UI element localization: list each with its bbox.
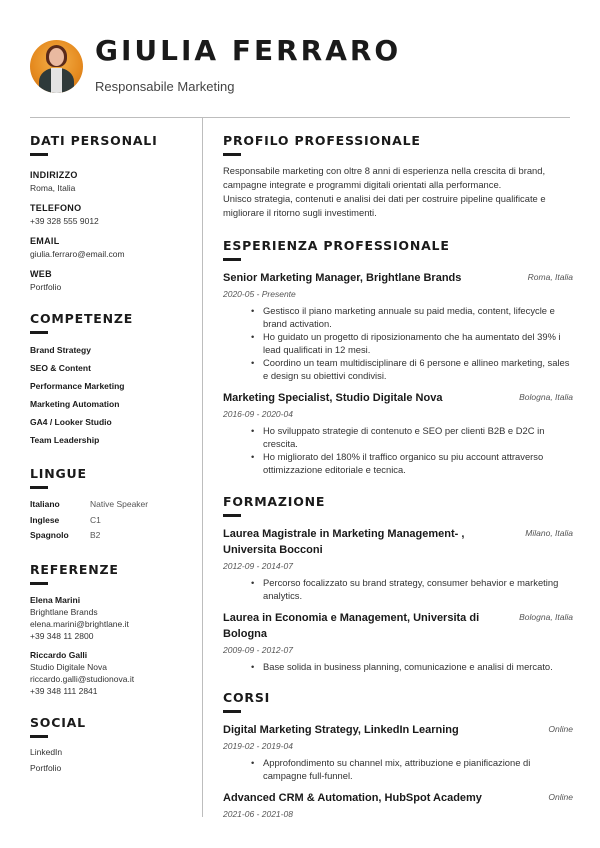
job-title: Senior Marketing Manager, Brightlane Brands: [223, 272, 462, 284]
language-level: C1: [90, 514, 101, 525]
language-level: Native Speaker: [90, 499, 149, 509]
job-entry: [223, 270, 573, 382]
reference-item: [30, 595, 190, 641]
section-title-experience: ESPERIENZA PROFESSIONALE: [223, 238, 450, 253]
job-location: Roma, Italia: [527, 272, 573, 282]
candidate-role: Responsabile Marketing: [95, 79, 235, 94]
section-title-references: REFERENZE: [30, 561, 119, 577]
section-title-social: SOCIAL: [30, 714, 86, 730]
reference-company: Studio Digitale Nova: [30, 661, 108, 672]
social-section: [30, 715, 190, 776]
right-column: [223, 133, 573, 819]
education-entry: [223, 610, 573, 673]
profile-paragraph: Unisco strategia, contenuti e analisi dei dati per costruire pipeline qualificate e migliorare il ritorno sugli investimenti.: [223, 193, 546, 218]
section-underline: [30, 331, 48, 334]
education-bullet: • Base solida in business planning, comunicazione e analisi di mercato.: [251, 660, 573, 673]
degree-title: Laurea in Economia e Management, Universita di Bologna: [223, 612, 480, 640]
section-underline: [30, 582, 48, 585]
personal-field-email: [30, 236, 190, 259]
language-row: [30, 528, 190, 544]
reference-company: Brightlane Brands: [30, 606, 98, 617]
reference-item: [30, 650, 190, 696]
education-dates: 2012-09 - 2014-07: [223, 561, 293, 571]
field-label: EMAIL: [30, 236, 60, 246]
email-link[interactable]: giulia.ferraro@email.com: [30, 249, 125, 259]
course-location: Online: [548, 792, 573, 802]
skill-item: Brand Strategy: [30, 345, 91, 355]
job-title: Marketing Specialist, Studio Digitale Nova: [223, 392, 443, 404]
job-bullet: • Ho guidato un progetto di riposizionamento che ha aumentato del 39% i lead qualificati in 12 mesi.: [251, 330, 573, 356]
course-title: Digital Marketing Strategy, LinkedIn Learning: [223, 724, 459, 736]
field-label: INDIRIZZO: [30, 170, 78, 180]
left-column: [30, 133, 190, 776]
section-title-education: FORMAZIONE: [223, 494, 326, 509]
course-dates: 2021-06 - 2021-08: [223, 809, 293, 819]
personal-field-web: [30, 269, 190, 292]
skill-item: Team Leadership: [30, 435, 100, 445]
experience-section: [223, 238, 573, 476]
course-dates: 2019-02 - 2019-04: [223, 741, 293, 751]
job-entry: [223, 390, 573, 476]
section-underline: [223, 153, 241, 156]
reference-name: Riccardo Galli: [30, 649, 88, 660]
reference-email-link[interactable]: elena.marini@brightlane.it: [30, 618, 129, 629]
reference-phone: +39 348 11 2800: [30, 630, 94, 641]
candidate-name: GIULIA FERRARO: [95, 34, 402, 67]
job-dates: 2016-09 - 2020-04: [223, 409, 293, 419]
section-underline: [30, 153, 48, 156]
reference-name: Elena Marini: [30, 594, 81, 605]
job-location: Bologna, Italia: [519, 392, 573, 402]
section-title-profile: PROFILO PROFESSIONALE: [223, 133, 421, 148]
courses-section: [223, 690, 573, 819]
column-divider: [202, 117, 203, 817]
skill-item: GA4 / Looker Studio: [30, 417, 112, 427]
course-title: Advanced CRM & Automation, HubSpot Academy: [223, 792, 482, 804]
language-row: [30, 513, 190, 529]
field-label: WEB: [30, 269, 52, 279]
section-underline: [30, 735, 48, 738]
education-bullet: • Percorso focalizzato su brand strategy, consumer behavior e marketing analytics.: [251, 576, 573, 602]
course-bullet: • Approfondimento su channel mix, attribuzione e pianificazione di campagne full-funnel.: [251, 756, 573, 782]
avatar-shirt-shape: [51, 68, 62, 93]
reference-email-link[interactable]: riccardo.galli@studionova.it: [30, 673, 135, 684]
language-level: B2: [90, 530, 101, 540]
course-entry: [223, 790, 573, 819]
languages-section: [30, 466, 190, 544]
job-dates: 2020-05 - Presente: [223, 289, 296, 299]
section-title-languages: LINGUE: [30, 466, 87, 481]
section-underline: [223, 710, 241, 713]
language-row: [30, 497, 190, 513]
personal-field-address: [30, 170, 190, 193]
section-underline: [30, 486, 48, 489]
section-title-personal: DATI PERSONALI: [30, 133, 158, 148]
field-value: +39 328 555 9012: [30, 216, 99, 226]
school-location: Bologna, Italia: [519, 612, 573, 622]
field-value: Roma, Italia: [30, 183, 76, 193]
avatar: [30, 40, 83, 93]
language-name: Inglese: [30, 514, 60, 525]
language-name: Spagnolo: [30, 530, 69, 540]
education-section: [223, 494, 573, 673]
skill-item: Marketing Automation: [30, 399, 120, 409]
education-dates: 2009-09 - 2012-07: [223, 645, 293, 655]
skills-section: [30, 311, 190, 449]
linkedin-link[interactable]: LinkedIn: [30, 746, 63, 757]
field-label: TELEFONO: [30, 203, 82, 213]
header-divider: [30, 117, 570, 118]
course-location: Online: [548, 724, 573, 734]
course-entry: [223, 722, 573, 782]
avatar-face-shape: [49, 48, 64, 66]
profile-paragraph: Responsabile marketing con oltre 8 anni di esperienza nella crescita di brand, campagne integrate e programmi digitali orientati alla performance.: [223, 165, 546, 190]
personal-field-phone: [30, 203, 190, 226]
references-section: [30, 562, 190, 696]
section-underline: [223, 514, 241, 517]
portfolio-link[interactable]: Portfolio: [30, 762, 62, 773]
job-bullet: • Gestisco il piano marketing annuale su paid media, content, lifecycle e brand activation.: [251, 304, 573, 330]
degree-title: Laurea Magistrale in Marketing Management- , Universita Bocconi: [223, 528, 465, 556]
profile-section: [223, 133, 573, 220]
section-title-skills: COMPETENZE: [30, 311, 134, 326]
personal-section: [30, 133, 190, 292]
reference-phone: +39 348 111 2841: [30, 685, 98, 696]
job-bullet: • Coordino un team multidisciplinare di 6 persone e allineo marketing, sales e design su obiettivi condivisi.: [251, 356, 573, 382]
section-underline: [223, 258, 241, 261]
job-bullet: • Ho migliorato del 180% il traffico organico su piu account attraverso ottimizzazione editoriale e tecnica.: [251, 450, 573, 476]
job-bullet: • Ho sviluppato strategie di contenuto e SEO per clienti B2B e D2C in crescita.: [251, 424, 573, 450]
resume-header: [0, 0, 600, 110]
school-location: Milano, Italia: [525, 528, 573, 538]
language-name: Italiano: [30, 499, 60, 509]
skill-item: SEO & Content: [30, 363, 91, 373]
portfolio-link[interactable]: Portfolio: [30, 282, 62, 292]
section-title-courses: CORSI: [223, 690, 271, 705]
education-entry: [223, 526, 573, 602]
skill-item: Performance Marketing: [30, 381, 125, 391]
